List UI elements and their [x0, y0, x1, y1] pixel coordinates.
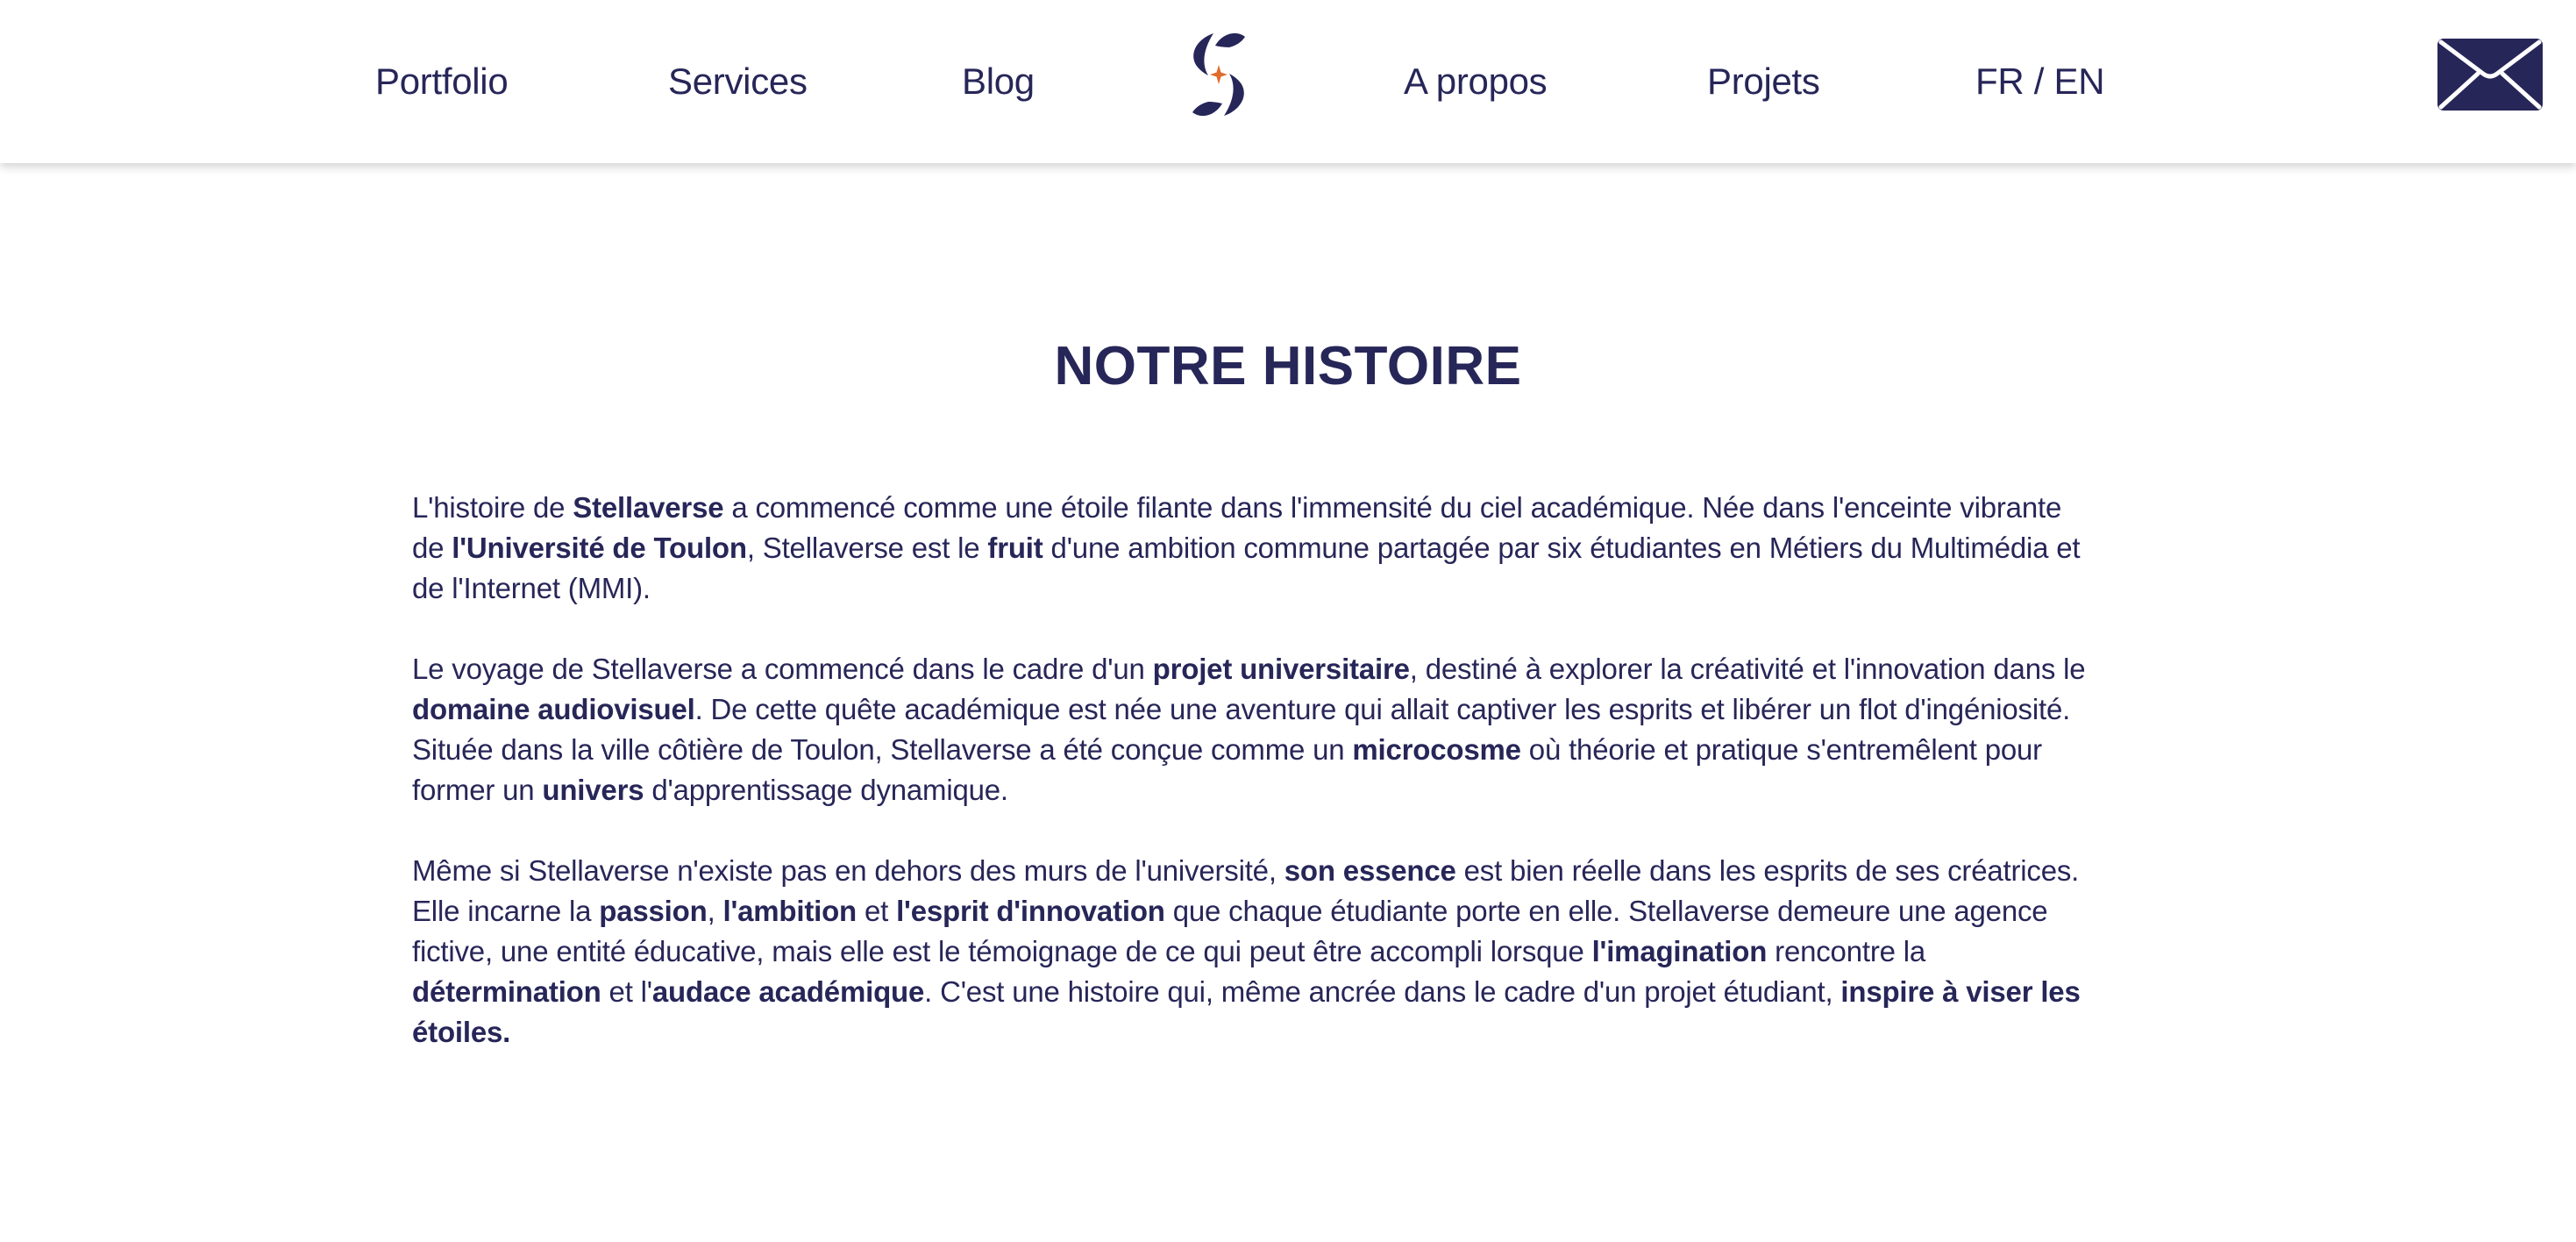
emphasis-text: son essence	[1284, 854, 1456, 887]
site-header	[0, 0, 2576, 163]
mail-envelope-icon[interactable]	[2437, 39, 2543, 111]
body-text: est bien réelle dans les esprits de ses créatrices. Elle incarne la	[412, 854, 2080, 927]
nav-portfolio[interactable]: Portfolio	[375, 61, 509, 102]
emphasis-text: univers	[542, 774, 644, 806]
emphasis-text: inspire à viser les étoiles.	[412, 975, 2081, 1048]
nav-blog[interactable]: Blog	[962, 61, 1035, 102]
body-text: a commencé comme une étoile filante dans l'immensité du ciel académique. Née dans l'enceinte vibrante de	[412, 491, 2062, 564]
body-text: . C'est une histoire qui, même ancrée dans le cadre d'un projet étudiant,	[924, 975, 1841, 1008]
body-text: que chaque étudiante porte en elle. Stellaverse demeure une agence fictive, une entité éducative, mais elle est le témoignage de ce qui peut être accompli lorsque	[412, 895, 2048, 967]
emphasis-text: fruit	[987, 532, 1043, 564]
stellaverse-logo-icon[interactable]	[1184, 26, 1254, 123]
nav-projets[interactable]: Projets	[1707, 61, 1820, 102]
body-text: , Stellaverse est le	[746, 532, 988, 564]
emphasis-text: audace académique	[651, 975, 925, 1008]
body-text: Le voyage de Stellaverse a commencé dans le cadre d'un	[412, 653, 1153, 685]
nav-services[interactable]: Services	[668, 61, 808, 102]
story-paragraph	[412, 649, 2087, 810]
emphasis-text: l'ambition	[722, 895, 857, 927]
body-text: , destiné à explorer la créativité et l'innovation dans le	[1409, 653, 2086, 685]
body-text: où théorie et pratique s'entremêlent pour former un	[412, 733, 2042, 806]
emphasis-text: projet universitaire	[1152, 653, 1410, 685]
story-paragraph	[412, 851, 2087, 1053]
emphasis-text: domaine audiovisuel	[412, 693, 695, 725]
emphasis-text: l'Université de Toulon	[452, 532, 747, 564]
emphasis-text: détermination	[412, 975, 601, 1008]
nav-a-propos[interactable]: A propos	[1404, 61, 1548, 102]
emphasis-text: passion	[599, 895, 708, 927]
language-switcher[interactable]: FR / EN	[1975, 61, 2105, 102]
body-text: et l'	[601, 975, 652, 1008]
page-title: NOTRE HISTOIRE	[1054, 336, 1522, 396]
story-section	[412, 488, 2087, 1093]
emphasis-text: l'esprit d'innovation	[896, 895, 1165, 927]
emphasis-text: microcosme	[1352, 733, 1521, 766]
body-text: . De cette quête académique est née une aventure qui allait captiver les esprits et libérer un flot d'ingéniosité. Située dans la ville côtière de Toulon, Stellaverse a été conçue comme un	[412, 693, 2071, 766]
emphasis-text: l'imagination	[1591, 935, 1768, 967]
body-text: rencontre la	[1767, 935, 1926, 967]
emphasis-text: Stellaverse	[573, 491, 724, 524]
body-text: d'une ambition commune partagée par six étudiantes en Métiers du Multimédia et de l'Internet (MMI).	[412, 532, 2081, 604]
body-text: ,	[707, 895, 723, 927]
body-text: d'apprentissage dynamique.	[644, 774, 1008, 806]
body-text: L'histoire de	[412, 491, 573, 524]
story-paragraph	[412, 488, 2087, 609]
body-text: et	[857, 895, 897, 927]
body-text: Même si Stellaverse n'existe pas en dehors des murs de l'université,	[412, 854, 1284, 887]
